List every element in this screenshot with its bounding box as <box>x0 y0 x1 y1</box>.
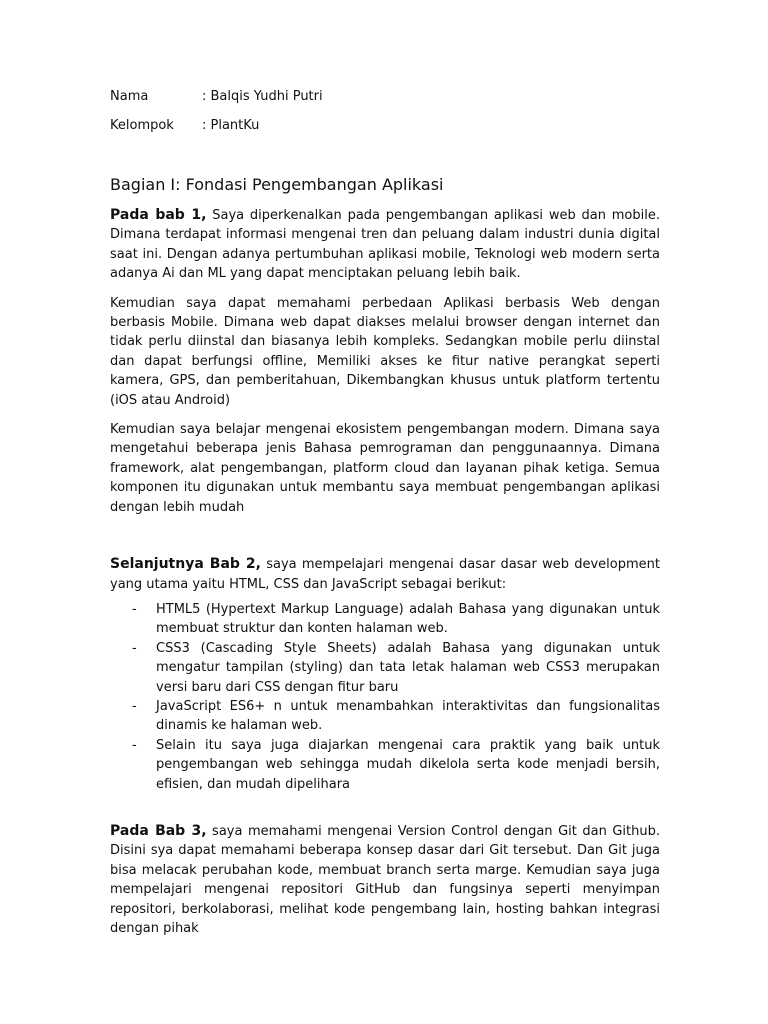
bullet-dash: - <box>132 601 137 617</box>
paragraph-web-vs-mobile: Kemudian saya dapat memahami perbedaan Aplikasi berbasis Web dengan berbasis Mobile. Dimana web dapat diakses melalui browser dengan internet dan tidak perlu diinstal dan biasanya lebih kompleks. Sedangkan mobile perlu diinstal dan dapat berfungsi offline, Memiliki akses ke fitur native perangkat seperti kamera, GPS, dan pemberitahuan, Dikembangkan khusus untuk platform tertentu (iOS atau Android) <box>110 295 660 408</box>
bullet-list <box>110 600 660 794</box>
bullet-dash: - <box>132 737 137 753</box>
group-value: : PlantKu <box>202 118 260 133</box>
list-item-text: JavaScript ES6+ n untuk menambahkan interaktivitas dan fungsionalitas dinamis ke halaman web. <box>156 698 660 734</box>
paragraph-lead: Selanjutnya Bab 2, <box>110 556 261 573</box>
spacer <box>110 794 660 822</box>
name-label: Nama <box>110 89 149 104</box>
paragraph-lead: Pada bab 1, <box>110 207 207 223</box>
paragraph-bab-3 <box>110 822 660 938</box>
list-item <box>110 639 660 697</box>
section-heading: Bagian I: Fondasi Pengembangan Aplikasi <box>110 175 444 194</box>
list-item-text: CSS3 (Cascading Style Sheets) adalah Bahasa yang digunakan untuk mengatur tampilan (styling) dan tata letak halaman web CSS3 merupakan versi baru dari CSS dengan fitur baru <box>156 640 660 695</box>
list-item <box>110 600 660 639</box>
list-item-text: HTML5 (Hypertext Markup Language) adalah Bahasa yang digunakan untuk membuat struktur dan konten halaman web. <box>156 601 660 637</box>
list-item <box>110 697 660 736</box>
group-label: Kelompok <box>110 118 174 133</box>
paragraph-bab-1 <box>110 206 660 284</box>
paragraph-ecosystem: Kemudian saya belajar mengenai ekosistem pengembangan modern. Dimana saya mengetahui beberapa jenis Bahasa pemrograman dan penggunaannya. Dimana framework, alat pengembangan, platform cloud dan layanan pihak ketiga. Semua komponen itu digunakan untuk membantu saya membuat pengembangan aplikasi dengan lebih mudah <box>110 422 660 515</box>
paragraph-bab-2 <box>110 555 660 594</box>
name-value: : Balqis Yudhi Putri <box>202 89 323 104</box>
spacer <box>110 527 660 555</box>
paragraph-text: Saya diperkenalkan pada pengembangan aplikasi web dan mobile. Dimana terdapat informasi mengenai tren dan peluang dalam industri dunia digital saat ini. Dengan adanya pertumbuhan aplikasi mobile, Teknologi web modern serta adanya Ai dan ML yang dapat menciptakan peluang lebih baik. <box>110 208 660 282</box>
name-row <box>110 88 660 106</box>
group-row <box>110 117 660 135</box>
bullet-dash: - <box>132 640 137 656</box>
list-item <box>110 736 660 794</box>
list-item-text: Selain itu saya juga diajarkan mengenai cara praktik yang baik untuk pengembangan web sehingga mudah dikelola serta kode menjadi bersih, efisien, dan mudah dipelihara <box>156 737 660 792</box>
paragraph-lead: Pada Bab 3, <box>110 822 207 839</box>
paragraph-text: saya memahami mengenai Version Control dengan Git dan Github. Disini sya dapat memahami beberapa konsep dasar dari Git tersebut. Dan Git juga bisa melacak perubahan kode, membuat branch serta marge. Kemudian saya juga mempelajari mengenai repositori GitHub dan fungsinya seperti menyimpan repositori, berkolaborasi, melihat kode pengembang lain, hosting bahkan integrasi dengan pihak <box>110 823 660 936</box>
paragraph-text: saya mempelajari mengenai dasar dasar web development yang utama yaitu HTML, CSS dan JavaScript sebagai berikut: <box>110 557 660 592</box>
bullet-dash: - <box>132 698 137 714</box>
